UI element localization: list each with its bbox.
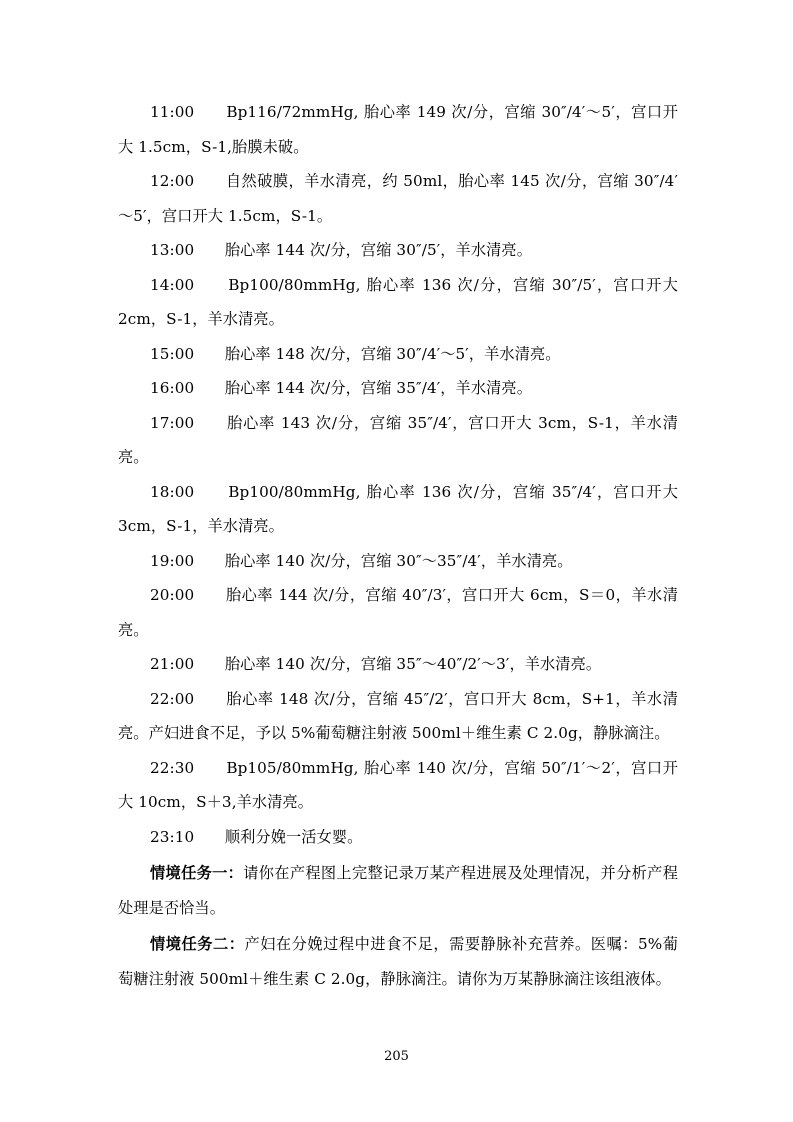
log-entry-1300: 13:00 胎心率 144 次/分，宫缩 30″/5′，羊水清亮。 (150, 241, 532, 259)
log-entry-1200: 12:00 自然破膜，羊水清亮，约 50ml，胎心率 145 次/分，宫缩 30″/4′～5′，宫口开大 1.5cm，S-1。 (118, 172, 678, 225)
task-two-text: 产妇在分娩过程中进食不足，需要静脉补充营养。医嘱：5%葡萄糖注射液 500ml＋维生素 C 2.0g，静脉滴注。请你为万某静脉滴注该组液体。 (118, 935, 678, 988)
task-one-text: 请你在产程图上完整记录万某产程进展及处理情况，并分析产程处理是否恰当。 (118, 864, 678, 917)
log-entry-1400: 14:00 Bp100/80mmHg, 胎心率 136 次/分，宫缩 30″/5′，宫口开大 2cm，S-1，羊水清亮。 (118, 275, 678, 328)
task-one-label: 情境任务一： (150, 864, 244, 882)
log-entry-1500: 15:00 胎心率 148 次/分，宫缩 30″/4′～5′，羊水清亮。 (150, 344, 561, 363)
task-two (118, 927, 678, 996)
log-entry-2230: 22:30 Bp105/80mmHg, 胎心率 140 次/分，宫缩 50″/1′～2′，宫口开大 10cm，S＋3,羊水清亮。 (118, 758, 678, 811)
log-entry-2310: 23:10 顺利分娩一活女婴。 (150, 827, 363, 846)
log-entry-1700: 17:00 胎心率 143 次/分，宫缩 35″/4′，宫口开大 3cm，S-1，羊水清亮。 (118, 413, 678, 466)
page-content (118, 95, 678, 996)
log-entry-2000: 20:00 胎心率 144 次/分，宫缩 40″/3′，宫口开大 6cm，S＝0，羊水清亮。 (118, 586, 678, 639)
log-entry-1900: 19:00 胎心率 140 次/分，宫缩 30″～35″/4′，羊水清亮。 (150, 551, 573, 570)
task-one (118, 856, 678, 925)
page-number: 205 (384, 1049, 409, 1064)
log-entry-2100: 21:00 胎心率 140 次/分，宫缩 35″～40″/2′～3′，羊水清亮。 (150, 655, 602, 673)
log-entry-1800: 18:00 Bp100/80mmHg, 胎心率 136 次/分，宫缩 35″/4′，宫口开大 3cm，S-1，羊水清亮。 (118, 482, 678, 535)
log-entry-1100: 11:00 Bp116/72mmHg, 胎心率 149 次/分，宫缩 30″/4′～5′，宫口开大 1.5cm，S-1,胎膜未破。 (118, 103, 678, 156)
log-entry-1600: 16:00 胎心率 144 次/分，宫缩 35″/4′，羊水清亮。 (150, 379, 532, 397)
task-two-label: 情境任务二： (150, 935, 245, 953)
log-entry-2200: 22:00 胎心率 148 次/分，宫缩 45″/2′，宫口开大 8cm，S+1，羊水清亮。产妇进食不足，予以 5%葡萄糖注射液 500ml＋维生素 C 2.0g，静脉滴注。 (118, 689, 678, 742)
